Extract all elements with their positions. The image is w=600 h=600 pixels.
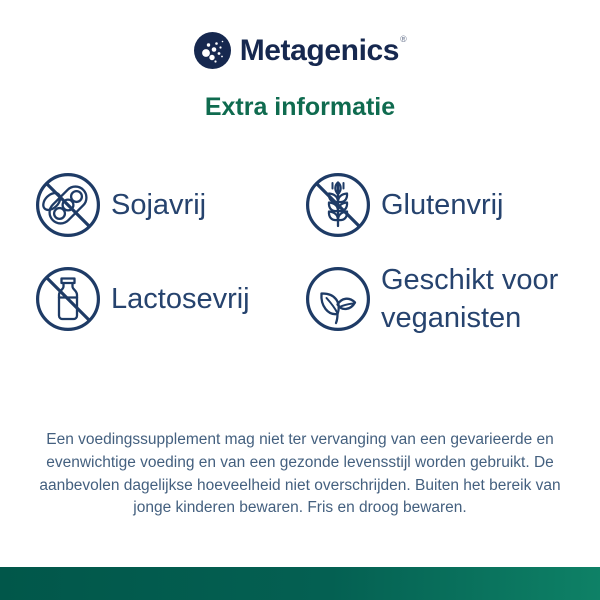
feature-gluten-free: [304, 171, 574, 239]
vegan-leaf-icon: [304, 265, 372, 333]
disclaimer-line: jonge kinderen bewaren. Fris en droog bewaren.: [133, 499, 467, 517]
no-gluten-icon: [304, 171, 372, 239]
disclaimer-line: aanbevolen dagelijkse hoeveelheid niet overschrijden. Buiten het bereik van: [39, 476, 561, 494]
feature-lactose-free: [34, 261, 304, 338]
no-soy-icon: [34, 171, 102, 239]
disclaimer-line: evenwichtige voeding en van een gezonde levensstijl worden gebruikt. De: [46, 453, 554, 471]
page-title: Extra informatie: [204, 93, 396, 121]
feature-grid: [34, 171, 574, 338]
no-lactose-icon: [34, 265, 102, 333]
feature-label-gluten-free: Glutenvrij: [381, 188, 504, 221]
metagenics-globe-icon: [194, 32, 231, 69]
brand-name: Metagenics®: [239, 33, 407, 67]
feature-soy-free: [34, 171, 304, 239]
feature-vegan: [304, 261, 574, 338]
brand-logo: [0, 30, 600, 70]
footer-bar: [0, 567, 600, 600]
disclaimer-line: Een voedingssupplement mag niet ter vervanging van een gevarieerde en: [46, 431, 554, 448]
feature-label-soy-free: Sojavrij: [111, 188, 207, 221]
registered-trademark: ®: [400, 33, 407, 44]
disclaimer-text: [0, 429, 600, 520]
feature-label-lactose-free: Lactosevrij: [111, 283, 250, 316]
feature-label-vegan: Geschikt voor veganisten: [381, 264, 559, 335]
